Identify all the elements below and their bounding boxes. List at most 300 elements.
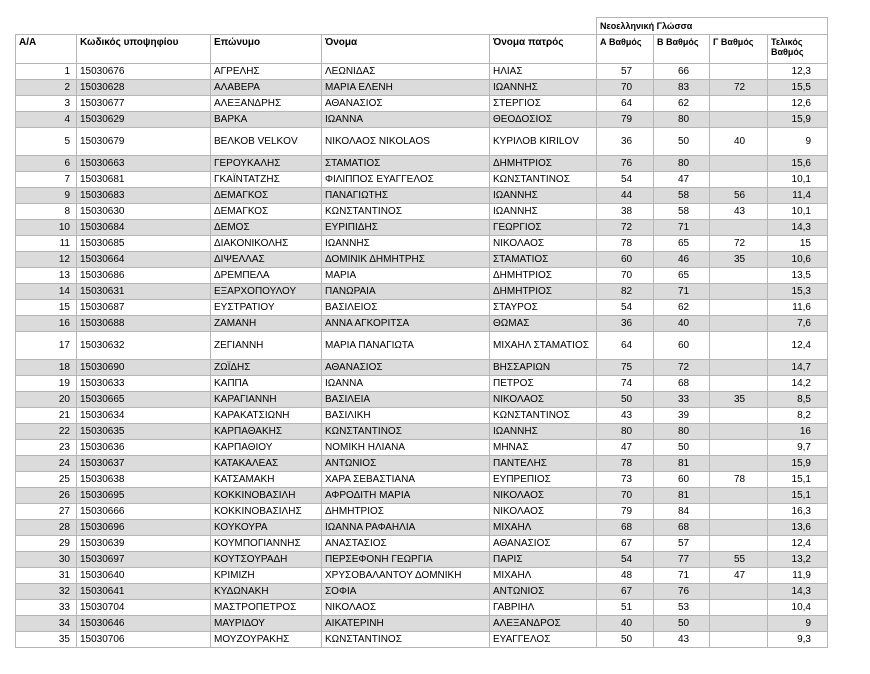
cell-code: 15030663 [77, 156, 211, 172]
cell-father: ΔΗΜΗΤΡΙΟΣ [490, 284, 597, 300]
cell-aa: 23 [16, 440, 77, 456]
cell-father: ΘΕΟΔΟΣΙΟΣ [490, 112, 597, 128]
table-row [16, 300, 828, 316]
cell-grade-c [710, 220, 768, 236]
cell-final: 14,7 [768, 360, 828, 376]
cell-aa: 10 [16, 220, 77, 236]
cell-father: ΔΗΜΗΤΡΙΟΣ [490, 156, 597, 172]
cell-grade-c [710, 172, 768, 188]
cell-surname: ΚΑΡΑΚΑΤΣΙΩΝΗ [211, 408, 322, 424]
table-row [16, 440, 828, 456]
cell-father: ΒΗΣΣΑΡΙΩΝ [490, 360, 597, 376]
cell-grade-a: 60 [597, 252, 654, 268]
cell-code: 15030681 [77, 172, 211, 188]
cell-aa: 22 [16, 424, 77, 440]
cell-name: ΝΙΚΟΛΑΟΣ NIKOLAOS [322, 128, 490, 156]
cell-surname: ΔΕΜΟΣ [211, 220, 322, 236]
cell-grade-c [710, 632, 768, 648]
cell-surname: ΑΓΡΕΛΗΣ [211, 64, 322, 80]
cell-grade-a: 76 [597, 156, 654, 172]
cell-grade-a: 64 [597, 332, 654, 360]
cell-father: ΙΩΑΝΝΗΣ [490, 204, 597, 220]
cell-name: ΒΑΣΙΛΕΙΟΣ [322, 300, 490, 316]
cell-name: ΦΙΛΙΠΠΟΣ ΕΥΑΓΓΕΛΟΣ [322, 172, 490, 188]
cell-code: 15030695 [77, 488, 211, 504]
cell-grade-a: 78 [597, 236, 654, 252]
cell-code: 15030685 [77, 236, 211, 252]
cell-father: ΙΩΑΝΝΗΣ [490, 424, 597, 440]
table-row [16, 112, 828, 128]
cell-grade-c [710, 268, 768, 284]
cell-grade-b: 46 [654, 252, 710, 268]
cell-grade-b: 60 [654, 472, 710, 488]
cell-surname: ΔΕΜΑΓΚΟΣ [211, 188, 322, 204]
cell-name: ΛΕΩΝΙΔΑΣ [322, 64, 490, 80]
cell-aa: 4 [16, 112, 77, 128]
column-header-aa: Α/Α [16, 35, 77, 64]
table-row [16, 360, 828, 376]
cell-surname: ΚΑΤΑΚΑΛΕΑΣ [211, 456, 322, 472]
cell-father: ΑΘΑΝΑΣΙΟΣ [490, 536, 597, 552]
cell-aa: 31 [16, 568, 77, 584]
cell-name: ΚΩΝΣΤΑΝΤΙΝΟΣ [322, 204, 490, 220]
cell-name: ΒΑΣΙΛΕΙΑ [322, 392, 490, 408]
table-row [16, 568, 828, 584]
cell-name: ΧΡΥΣΟΒΑΛΑΝΤΟΥ ΔΟΜΝΙΚΗ [322, 568, 490, 584]
cell-grade-b: 65 [654, 236, 710, 252]
cell-grade-b: 72 [654, 360, 710, 376]
table-row [16, 64, 828, 80]
cell-name: ΙΩΑΝΝΑ [322, 112, 490, 128]
column-header-surname: Επώνυμο [211, 35, 322, 64]
cell-grade-b: 80 [654, 424, 710, 440]
table-row [16, 408, 828, 424]
table-row [16, 616, 828, 632]
cell-aa: 24 [16, 456, 77, 472]
cell-surname: ΒΑΡΚΑ [211, 112, 322, 128]
cell-father: ΣΤΕΡΓΙΟΣ [490, 96, 597, 112]
cell-father: ΜΙΧΑΗΛ ΣΤΑΜΑΤΙΟΣ [490, 332, 597, 360]
cell-grade-b: 68 [654, 520, 710, 536]
header-spacer [16, 18, 597, 35]
cell-code: 15030628 [77, 80, 211, 96]
cell-name: ΔΗΜΗΤΡΙΟΣ [322, 504, 490, 520]
cell-surname: ΑΛΕΞΑΝΔΡΗΣ [211, 96, 322, 112]
cell-code: 15030632 [77, 332, 211, 360]
cell-grade-c [710, 360, 768, 376]
cell-name: ΝΙΚΟΛΑΟΣ [322, 600, 490, 616]
cell-father: ΣΤΑΜΑΤΙΟΣ [490, 252, 597, 268]
cell-grade-c [710, 616, 768, 632]
table-row [16, 236, 828, 252]
cell-grade-b: 47 [654, 172, 710, 188]
cell-grade-c [710, 64, 768, 80]
cell-grade-c: 72 [710, 236, 768, 252]
cell-grade-c [710, 584, 768, 600]
cell-grade-c [710, 536, 768, 552]
cell-grade-b: 53 [654, 600, 710, 616]
cell-grade-c: 35 [710, 252, 768, 268]
cell-father: ΝΙΚΟΛΑΟΣ [490, 488, 597, 504]
cell-surname: ΚΥΔΩΝΑΚΗ [211, 584, 322, 600]
cell-aa: 3 [16, 96, 77, 112]
cell-code: 15030679 [77, 128, 211, 156]
column-header-code: Κωδικός υποψηφίου [77, 35, 211, 64]
cell-final: 9,7 [768, 440, 828, 456]
grades-body [16, 64, 828, 648]
cell-code: 15030697 [77, 552, 211, 568]
cell-name: ΠΑΝΑΓΙΩΤΗΣ [322, 188, 490, 204]
cell-surname: ΖΕΓΙΑΝΝΗ [211, 332, 322, 360]
cell-final: 11,4 [768, 188, 828, 204]
cell-grade-c [710, 424, 768, 440]
cell-code: 15030629 [77, 112, 211, 128]
cell-name: ΠΑΝΩΡΑΙΑ [322, 284, 490, 300]
cell-code: 15030636 [77, 440, 211, 456]
cell-final: 14,3 [768, 584, 828, 600]
cell-grade-a: 50 [597, 632, 654, 648]
cell-final: 12,4 [768, 536, 828, 552]
cell-aa: 17 [16, 332, 77, 360]
cell-aa: 6 [16, 156, 77, 172]
table-row [16, 552, 828, 568]
table-row [16, 156, 828, 172]
cell-grade-b: 39 [654, 408, 710, 424]
cell-grade-a: 70 [597, 80, 654, 96]
cell-surname: ΖΑΜΑΝΗ [211, 316, 322, 332]
cell-surname: ΚΑΠΠΑ [211, 376, 322, 392]
cell-grade-a: 48 [597, 568, 654, 584]
cell-grade-a: 44 [597, 188, 654, 204]
table-row [16, 424, 828, 440]
cell-grade-c [710, 316, 768, 332]
table-row [16, 268, 828, 284]
cell-code: 15030684 [77, 220, 211, 236]
cell-final: 13,2 [768, 552, 828, 568]
cell-aa: 28 [16, 520, 77, 536]
cell-aa: 35 [16, 632, 77, 648]
cell-grade-c: 72 [710, 80, 768, 96]
cell-aa: 15 [16, 300, 77, 316]
cell-grade-b: 43 [654, 632, 710, 648]
cell-grade-b: 66 [654, 64, 710, 80]
column-header-name: Όνομα [322, 35, 490, 64]
cell-surname: ΔΡΕΜΠΕΛΑ [211, 268, 322, 284]
cell-father: ΜΙΧΑΗΛ [490, 568, 597, 584]
cell-final: 15,6 [768, 156, 828, 172]
cell-surname: ΚΑΡΑΓΙΑΝΝΗ [211, 392, 322, 408]
table-row [16, 488, 828, 504]
cell-code: 15030634 [77, 408, 211, 424]
table-row [16, 472, 828, 488]
cell-grade-a: 72 [597, 220, 654, 236]
cell-final: 14,3 [768, 220, 828, 236]
table-row [16, 456, 828, 472]
column-header-final: Τελικός Βαθμός [768, 35, 828, 64]
cell-grade-a: 54 [597, 552, 654, 568]
table-row [16, 188, 828, 204]
table-row [16, 504, 828, 520]
cell-aa: 19 [16, 376, 77, 392]
cell-father: ΚΥΡΙΛΟΒ KIRILOV [490, 128, 597, 156]
cell-father: ΑΛΕΞΑΝΔΡΟΣ [490, 616, 597, 632]
cell-name: ΑΝΝΑ ΑΓΚΟΡΙΤΣΑ [322, 316, 490, 332]
cell-aa: 9 [16, 188, 77, 204]
cell-father: ΠΑΡΙΣ [490, 552, 597, 568]
cell-grade-b: 57 [654, 536, 710, 552]
cell-grade-a: 82 [597, 284, 654, 300]
cell-grade-a: 40 [597, 616, 654, 632]
cell-grade-a: 70 [597, 488, 654, 504]
cell-surname: ΔΙΨΕΛΛΑΣ [211, 252, 322, 268]
cell-name: ΣΟΦΙΑ [322, 584, 490, 600]
cell-grade-b: 58 [654, 204, 710, 220]
cell-aa: 32 [16, 584, 77, 600]
cell-final: 11,9 [768, 568, 828, 584]
cell-grade-b: 40 [654, 316, 710, 332]
cell-grade-c: 55 [710, 552, 768, 568]
cell-final: 8,5 [768, 392, 828, 408]
cell-surname: ΜΟΥΖΟΥΡΑΚΗΣ [211, 632, 322, 648]
cell-name: ΜΑΡΙΑ [322, 268, 490, 284]
cell-name: ΠΕΡΣΕΦΟΝΗ ΓΕΩΡΓΙΑ [322, 552, 490, 568]
cell-name: ΕΥΡΙΠΙΔΗΣ [322, 220, 490, 236]
cell-grade-a: 67 [597, 536, 654, 552]
cell-name: ΙΩΑΝΝΗΣ [322, 236, 490, 252]
cell-surname: ΚΟΥΜΠΟΓΙΑΝΝΗΣ [211, 536, 322, 552]
cell-grade-c [710, 440, 768, 456]
cell-grade-c [710, 332, 768, 360]
cell-final: 15,1 [768, 472, 828, 488]
table-row [16, 332, 828, 360]
cell-grade-b: 68 [654, 376, 710, 392]
table-row [16, 172, 828, 188]
cell-grade-c [710, 520, 768, 536]
cell-grade-c [710, 376, 768, 392]
cell-name: ΑΙΚΑΤΕΡΙΝΗ [322, 616, 490, 632]
cell-final: 10,6 [768, 252, 828, 268]
cell-surname: ΓΚΑΪΝΤΑΤΖΗΣ [211, 172, 322, 188]
cell-aa: 11 [16, 236, 77, 252]
cell-grade-a: 36 [597, 128, 654, 156]
cell-father: ΔΗΜΗΤΡΙΟΣ [490, 268, 597, 284]
cell-grade-a: 43 [597, 408, 654, 424]
cell-aa: 30 [16, 552, 77, 568]
cell-code: 15030688 [77, 316, 211, 332]
cell-grade-b: 71 [654, 568, 710, 584]
cell-grade-b: 84 [654, 504, 710, 520]
table-row [16, 204, 828, 220]
cell-aa: 33 [16, 600, 77, 616]
cell-aa: 8 [16, 204, 77, 220]
cell-aa: 7 [16, 172, 77, 188]
cell-code: 15030635 [77, 424, 211, 440]
cell-grade-c [710, 156, 768, 172]
cell-final: 15,5 [768, 80, 828, 96]
cell-surname: ΚΡΙΜΙΖΗ [211, 568, 322, 584]
cell-father: ΙΩΑΝΝΗΣ [490, 80, 597, 96]
table-row [16, 128, 828, 156]
cell-grade-a: 74 [597, 376, 654, 392]
cell-father: ΙΩΑΝΝΗΣ [490, 188, 597, 204]
cell-grade-a: 80 [597, 424, 654, 440]
cell-name: ΙΩΑΝΝΑ [322, 376, 490, 392]
cell-name: ΜΑΡΙΑ ΠΑΝΑΓΙΩΤΑ [322, 332, 490, 360]
cell-surname: ΒΕΛΚΟΒ VELKOV [211, 128, 322, 156]
cell-final: 15 [768, 236, 828, 252]
group-title: Νεοελληνική Γλώσσα [597, 18, 828, 35]
table-row [16, 376, 828, 392]
cell-code: 15030630 [77, 204, 211, 220]
cell-name: ΑΝΤΩΝΙΟΣ [322, 456, 490, 472]
column-header-grade-c: Γ Βαθμός [710, 35, 768, 64]
cell-grade-c: 47 [710, 568, 768, 584]
cell-grade-b: 62 [654, 300, 710, 316]
cell-grade-b: 81 [654, 456, 710, 472]
cell-code: 15030637 [77, 456, 211, 472]
cell-code: 15030664 [77, 252, 211, 268]
cell-surname: ΖΩΪΔΗΣ [211, 360, 322, 376]
cell-code: 15030640 [77, 568, 211, 584]
cell-code: 15030704 [77, 600, 211, 616]
cell-father: ΣΤΑΥΡΟΣ [490, 300, 597, 316]
cell-code: 15030706 [77, 632, 211, 648]
cell-father: ΝΙΚΟΛΑΟΣ [490, 504, 597, 520]
column-header-father: Όνομα πατρός [490, 35, 597, 64]
cell-aa: 20 [16, 392, 77, 408]
cell-grade-b: 50 [654, 616, 710, 632]
cell-father: ΚΩΝΣΤΑΝΤΙΝΟΣ [490, 408, 597, 424]
cell-father: ΜΙΧΑΗΛ [490, 520, 597, 536]
cell-grade-a: 36 [597, 316, 654, 332]
cell-final: 15,9 [768, 112, 828, 128]
cell-grade-c: 78 [710, 472, 768, 488]
cell-aa: 25 [16, 472, 77, 488]
cell-final: 12,4 [768, 332, 828, 360]
cell-final: 13,5 [768, 268, 828, 284]
cell-grade-c: 40 [710, 128, 768, 156]
cell-code: 15030633 [77, 376, 211, 392]
cell-final: 12,3 [768, 64, 828, 80]
cell-aa: 29 [16, 536, 77, 552]
cell-grade-c [710, 284, 768, 300]
cell-grade-b: 77 [654, 552, 710, 568]
cell-grade-b: 83 [654, 80, 710, 96]
cell-grade-a: 38 [597, 204, 654, 220]
cell-grade-b: 50 [654, 128, 710, 156]
cell-grade-a: 54 [597, 300, 654, 316]
cell-father: ΓΑΒΡΙΗΛ [490, 600, 597, 616]
cell-name: ΝΟΜΙΚΗ ΗΛΙΑΝΑ [322, 440, 490, 456]
cell-grade-c: 35 [710, 392, 768, 408]
cell-grade-a: 79 [597, 112, 654, 128]
cell-code: 15030683 [77, 188, 211, 204]
cell-name: ΒΑΣΙΛΙΚΗ [322, 408, 490, 424]
cell-father: ΕΥΠΡΕΠΙΟΣ [490, 472, 597, 488]
table-row [16, 96, 828, 112]
table-row [16, 220, 828, 236]
cell-final: 13,6 [768, 520, 828, 536]
table-row [16, 600, 828, 616]
cell-code: 15030641 [77, 584, 211, 600]
cell-father: ΘΩΜΑΣ [490, 316, 597, 332]
cell-final: 15,9 [768, 456, 828, 472]
cell-surname: ΚΑΡΠΑΘΙΟΥ [211, 440, 322, 456]
cell-grade-a: 67 [597, 584, 654, 600]
cell-grade-a: 57 [597, 64, 654, 80]
cell-grade-b: 80 [654, 112, 710, 128]
cell-final: 10,1 [768, 204, 828, 220]
cell-surname: ΑΛΑΒΕΡΑ [211, 80, 322, 96]
cell-father: ΚΩΝΣΤΑΝΤΙΝΟΣ [490, 172, 597, 188]
cell-father: ΠΕΤΡΟΣ [490, 376, 597, 392]
cell-final: 16 [768, 424, 828, 440]
cell-code: 15030676 [77, 64, 211, 80]
cell-grade-b: 33 [654, 392, 710, 408]
cell-name: ΑΝΑΣΤΑΣΙΟΣ [322, 536, 490, 552]
cell-grade-c [710, 96, 768, 112]
cell-grade-a: 70 [597, 268, 654, 284]
cell-grade-b: 71 [654, 220, 710, 236]
cell-surname: ΚΑΡΠΑΘΑΚΗΣ [211, 424, 322, 440]
cell-aa: 16 [16, 316, 77, 332]
cell-final: 11,6 [768, 300, 828, 316]
cell-grade-c [710, 112, 768, 128]
table-row [16, 392, 828, 408]
cell-grade-a: 64 [597, 96, 654, 112]
cell-father: ΠΑΝΤΕΛΗΣ [490, 456, 597, 472]
cell-name: ΧΑΡΑ ΣΕΒΑΣΤΙΑΝΑ [322, 472, 490, 488]
table-row [16, 252, 828, 268]
cell-surname: ΔΙΑΚΟΝΙΚΟΛΗΣ [211, 236, 322, 252]
cell-grade-b: 65 [654, 268, 710, 284]
cell-aa: 5 [16, 128, 77, 156]
cell-aa: 12 [16, 252, 77, 268]
column-header-grade-b: Β Βαθμός [654, 35, 710, 64]
cell-code: 15030690 [77, 360, 211, 376]
cell-grade-b: 80 [654, 156, 710, 172]
cell-grade-c: 56 [710, 188, 768, 204]
cell-final: 12,6 [768, 96, 828, 112]
cell-grade-a: 50 [597, 392, 654, 408]
cell-grade-a: 78 [597, 456, 654, 472]
cell-name: ΔΟΜΙΝΙΚ ΔΗΜΗΤΡΗΣ [322, 252, 490, 268]
cell-final: 15,3 [768, 284, 828, 300]
cell-code: 15030666 [77, 504, 211, 520]
cell-aa: 27 [16, 504, 77, 520]
cell-final: 7,6 [768, 316, 828, 332]
cell-grade-c: 43 [710, 204, 768, 220]
cell-surname: ΓΕΡΟΥΚΑΛΗΣ [211, 156, 322, 172]
cell-final: 15,1 [768, 488, 828, 504]
cell-code: 15030639 [77, 536, 211, 552]
cell-grade-b: 76 [654, 584, 710, 600]
grades-table [15, 17, 828, 648]
cell-grade-a: 51 [597, 600, 654, 616]
cell-surname: ΚΟΚΚΙΝΟΒΑΣΙΛΗΣ [211, 504, 322, 520]
cell-grade-b: 50 [654, 440, 710, 456]
cell-code: 15030686 [77, 268, 211, 284]
cell-grade-a: 54 [597, 172, 654, 188]
cell-grade-b: 71 [654, 284, 710, 300]
cell-code: 15030631 [77, 284, 211, 300]
cell-grade-b: 62 [654, 96, 710, 112]
table-row [16, 536, 828, 552]
column-header-grade-a: Α Βαθμός [597, 35, 654, 64]
cell-surname: ΜΑΥΡΙΔΟΥ [211, 616, 322, 632]
cell-aa: 14 [16, 284, 77, 300]
cell-grade-a: 73 [597, 472, 654, 488]
